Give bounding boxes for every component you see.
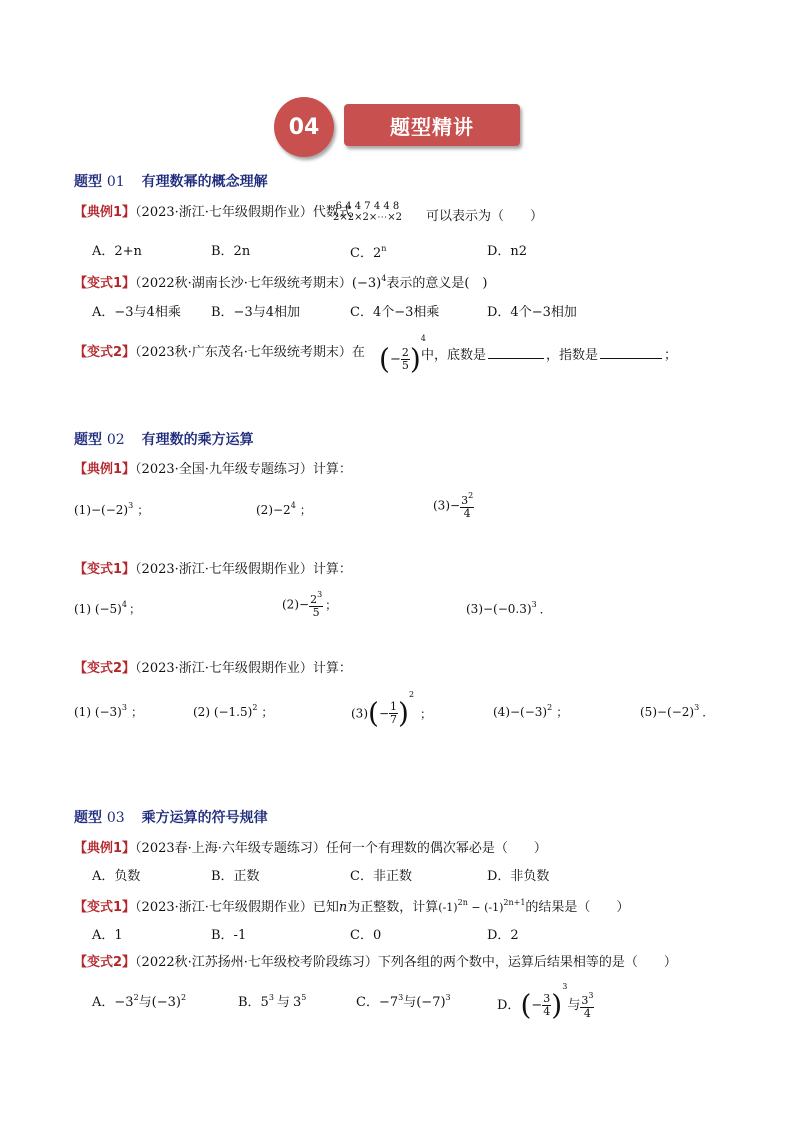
question-source: （2022秋·湖南长沙·七年级统考期末）	[135, 276, 352, 291]
expression: (−3)	[351, 276, 382, 291]
part-end: ；	[130, 705, 143, 719]
paren-right: )	[551, 988, 563, 1022]
denominator: 4	[543, 1005, 551, 1018]
section-heading-01	[74, 175, 268, 189]
option-c	[356, 994, 451, 1009]
option-a: A．负数	[92, 869, 141, 884]
opt-b: (−3)	[151, 995, 181, 1010]
section-number: 03	[106, 810, 125, 826]
part-3	[433, 492, 474, 519]
opt-mid: 与	[567, 998, 581, 1013]
section-label: 题型	[74, 810, 102, 826]
option-b: B．2n	[211, 244, 251, 259]
fraction	[389, 701, 398, 725]
fraction	[542, 993, 551, 1017]
paren-right: )	[409, 342, 421, 376]
opt-mid: 与	[403, 995, 417, 1010]
brace-label: 6 4 4 7 4 4 8	[335, 201, 400, 212]
opt-b: 3	[292, 995, 302, 1010]
option-d: D．4个−3相加	[487, 305, 577, 320]
part-sup: 4	[290, 501, 296, 510]
part-1	[74, 502, 149, 516]
question-source: （2023·浙江·七年级假期作业）已知	[135, 900, 339, 915]
opt-text: B．5	[238, 995, 269, 1010]
part-end: ；	[261, 705, 274, 719]
option-c: C．非正数	[350, 869, 412, 884]
option-d: D．n2	[487, 244, 528, 259]
option-c: C．4个−3相乘	[350, 305, 440, 320]
question-text: （2022秋·江苏扬州·七年级校考阶段练习）下列各组的两个数中，运算后结果相等的是（ ）	[135, 955, 677, 970]
question-tag: 【变式2】	[74, 955, 136, 970]
exponent: 4	[381, 274, 387, 283]
exponent: 4	[420, 334, 426, 343]
part-text: (2)−2	[256, 503, 291, 517]
opt-mid: 与	[138, 995, 152, 1010]
numerator-sup: 3	[588, 990, 594, 1000]
option-d: D．非负数	[487, 869, 550, 884]
part-text: (3)	[351, 706, 368, 721]
section-label: 题型	[74, 432, 102, 448]
part-2	[193, 704, 273, 718]
section-label: 题型	[74, 174, 102, 190]
option-a: A．1	[92, 928, 123, 943]
question-tag: 【变式2】	[74, 661, 136, 676]
underbrace-expression	[332, 202, 403, 223]
variable-n: n	[338, 900, 348, 915]
part-sup: 4	[121, 600, 127, 609]
question-tag: 【典例1】	[74, 841, 136, 856]
part-1	[74, 601, 141, 615]
paren-left: (	[379, 342, 390, 376]
question-s3-q1	[74, 842, 547, 855]
question-tail: 的结果是（ ）	[525, 900, 630, 915]
option-c	[350, 245, 386, 260]
part-end: ．	[702, 705, 715, 719]
opt-text: C．−7	[356, 995, 399, 1010]
expr-sup2: 2n+1	[503, 898, 526, 907]
question-tail: 表示的意义是( )	[386, 276, 488, 291]
minus-sign: −	[531, 998, 543, 1013]
question-blanks	[421, 346, 677, 362]
fraction	[401, 347, 410, 371]
option-a	[92, 994, 186, 1009]
question-text: （2023春·上海·六年级专题练习）任何一个有理数的偶次幂必是（ ）	[135, 841, 547, 856]
section-heading-03	[74, 811, 268, 825]
exponent: 2	[408, 690, 415, 699]
expr-base: (-1)	[438, 901, 458, 914]
question-tag: 【典例1】	[74, 205, 136, 220]
question-text: （2023·浙江·七年级假期作业）计算：	[135, 661, 352, 676]
question-s3-q2	[74, 899, 629, 914]
part-text: (2)−	[282, 597, 310, 612]
question-source: （2023秋·广东茂名·七年级统考期末）在	[135, 345, 365, 360]
denominator: 4	[463, 506, 471, 520]
answer-blank[interactable]	[488, 346, 544, 359]
section-number: 02	[106, 432, 125, 448]
question-text: （2023·全国·九年级专题练习）计算：	[135, 462, 352, 477]
question-s2-q2	[74, 563, 352, 576]
question-tag: 【变式1】	[74, 562, 136, 577]
part-text: (1)−(−2)	[74, 503, 129, 517]
section-title: 有理数的乘方运算	[141, 432, 254, 448]
question-tag: 【变式1】	[74, 900, 136, 915]
denominator: 5	[401, 359, 409, 372]
part-sup: 2	[252, 703, 258, 712]
part-text: (1) (−3)	[74, 705, 122, 719]
question-s1-q1	[74, 206, 352, 219]
part-2	[256, 502, 312, 516]
part-end: ；	[128, 602, 141, 616]
part-4	[493, 704, 568, 718]
denominator: 7	[390, 713, 397, 726]
page-title	[344, 104, 520, 146]
option-c: C．0	[350, 928, 382, 943]
opt-sup: 2	[133, 993, 139, 1002]
opt-sup: 3	[398, 993, 404, 1002]
expr-minus: − (-1)	[467, 901, 504, 914]
part-text: (5)−(−2)	[640, 705, 695, 719]
question-mid: 为正整数，计算	[347, 900, 439, 915]
expr-sup1: 2n	[457, 898, 468, 907]
opt-mid: 与	[276, 995, 290, 1010]
opt-bsup: 5	[301, 993, 307, 1002]
part-text: (2) (−1.5)	[193, 705, 253, 719]
numerator	[580, 992, 594, 1008]
product-expression: 2×2×2×⋯×2	[333, 211, 402, 223]
exponent: 3	[562, 982, 568, 991]
page-title-text: 题型精讲	[390, 114, 474, 139]
minus-sign: −	[378, 706, 389, 721]
part-sup: 3	[694, 703, 700, 712]
section-title: 乘方运算的符号规律	[141, 810, 268, 826]
question-s1-q2	[74, 275, 487, 290]
section-number: 01	[106, 174, 125, 190]
option-a: A．−3与4相乘	[92, 305, 181, 320]
numerator	[309, 591, 323, 607]
question-mid2: ，指数是	[546, 348, 599, 363]
question-tag: 【典例1】	[74, 462, 136, 477]
part-3	[466, 601, 552, 615]
opt-text: D．	[497, 998, 521, 1013]
part-text: (4)−(−3)	[493, 705, 548, 719]
option-c-sup: n	[381, 244, 387, 253]
part-end: ；	[137, 503, 150, 517]
question-tail: 可以表示为（ ）	[426, 209, 544, 224]
badge-number: 04	[288, 114, 320, 140]
paren-left: (	[520, 988, 532, 1022]
part-sup: 2	[547, 703, 553, 712]
numerator-text: 3	[461, 494, 469, 507]
part-end: ．	[539, 602, 552, 616]
option-d	[497, 983, 594, 1020]
fraction-b	[580, 992, 594, 1019]
section-heading-02	[74, 433, 254, 447]
part-5	[640, 704, 714, 718]
part-sup: 3	[531, 600, 537, 609]
opt-text: A．−3	[92, 995, 134, 1010]
fraction	[309, 591, 323, 618]
part-end: ；	[325, 597, 338, 612]
question-s1-q3	[74, 346, 365, 359]
option-a: A．2+n	[92, 244, 142, 259]
numerator: 2	[401, 346, 409, 360]
numerator-sup: 3	[317, 590, 323, 599]
denominator: 5	[312, 605, 320, 619]
option-b	[238, 994, 306, 1009]
opt-b: (−7)	[416, 995, 446, 1010]
numerator-sup: 2	[468, 491, 474, 500]
option-b: B．−3与4相加	[211, 305, 300, 320]
part-end: ；	[420, 706, 433, 721]
question-tag: 【变式2】	[74, 345, 136, 360]
question-text: （2023·浙江·七年级假期作业）计算：	[135, 562, 352, 577]
numerator: 1	[390, 700, 397, 714]
part-end: ；	[556, 705, 569, 719]
question-s3-q3	[74, 956, 677, 969]
minus-sign: −	[389, 352, 401, 367]
numerator: 3	[543, 992, 551, 1006]
question-mid: 中，底数是	[421, 348, 487, 363]
section-title: 有理数幂的概念理解	[141, 174, 268, 190]
denominator: 4	[583, 1006, 591, 1020]
question-s2-q1	[74, 463, 352, 476]
part-end: ；	[299, 503, 312, 517]
part-text: (3)−(−0.3)	[466, 602, 532, 616]
opt-bsup: 3	[445, 993, 451, 1002]
part-sup: 3	[128, 501, 134, 510]
option-b: B．正数	[211, 869, 260, 884]
numerator	[460, 492, 474, 508]
part-text: (1) (−5)	[74, 602, 122, 616]
opt-sup: 3	[268, 993, 274, 1002]
option-c-text: C．2	[350, 246, 382, 261]
part-2	[282, 591, 337, 618]
question-end: ；	[664, 348, 678, 363]
question-text: （2023·浙江·七年级假期作业）代数式	[135, 205, 352, 220]
part-text: (3)−	[433, 498, 461, 513]
fraction-power	[379, 335, 426, 374]
expression	[438, 898, 526, 914]
fraction	[460, 492, 474, 519]
part-sup: 3	[121, 703, 127, 712]
answer-blank[interactable]	[600, 346, 662, 359]
question-s2-q3	[74, 662, 352, 675]
option-d: D．2	[487, 928, 519, 943]
paren-left: (	[368, 696, 379, 730]
opt-bsup: 2	[180, 993, 187, 1002]
part-1	[74, 704, 143, 718]
numerator-text: 3	[581, 993, 589, 1007]
question-tag: 【变式1】	[74, 276, 136, 291]
option-b: B．-1	[211, 928, 247, 943]
numerator-text: 2	[310, 593, 318, 606]
part-3	[351, 691, 432, 728]
paren-right: )	[398, 696, 409, 730]
